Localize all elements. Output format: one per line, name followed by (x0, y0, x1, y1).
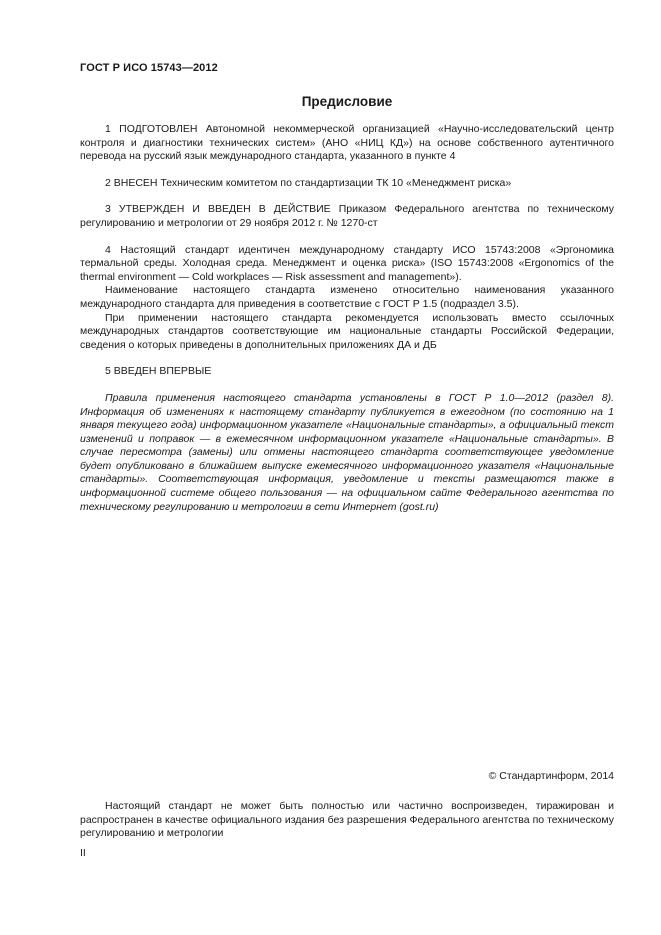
section-4-name-change: Наименование настоящего стандарта изменено относительно наименования указанного международного стандарта для приведения в соответствие с ГОСТ Р 1.5 (подраздел 3.5). (80, 284, 614, 310)
section-4-identical: 4 Настоящий стандарт идентичен международному стандарту ИСО 15743:2008 «Эргономика термальной среды. Холодная среда. Менеджмент и оценка риска» (ISO 15743:2008 «Ergonomics of the thermal environment — Cold workplaces — Risk assessment and management»). (80, 243, 614, 283)
section-3-approved: 3 УТВЕРЖДЕН И ВВЕДЕН В ДЕЙСТВИЕ Приказом Федерального агентства по техническому регулированию и метрологии от 29 ноября 2012 г. № 1270-ст (80, 203, 614, 229)
section-2-submitted: 2 ВНЕСЕН Техническим комитетом по стандартизации ТК 10 «Менеджмент риска» (105, 176, 512, 189)
preface-body (80, 123, 614, 514)
reproduction-notice: Настоящий стандарт не может быть полностью или частично воспроизведен, тиражирован и распространен в качестве официального издания без разрешения Федерального агентства по техническому регулированию и метрологии (80, 800, 614, 840)
page-number: II (80, 847, 86, 859)
section-5-first-introduced: 5 ВВЕДЕН ВПЕРВЫЕ (105, 365, 212, 378)
section-1-prepared: 1 ПОДГОТОВЛЕН Автономной некоммерческой организацией «Научно-исследовательский центр контроля и диагностики технических систем» (АНО «НИЦ КД») на основе собственного аутентичного перевода на русский язык международного стандарта, указанного в пункте 4 (80, 123, 614, 163)
page-title-text: Предисловие (301, 94, 393, 109)
page-title (0, 94, 661, 109)
section-4-references: При применении настоящего стандарта рекомендуется использовать вместо ссылочных международных стандартов соответствующие им национальные стандарты Российской Федерации, сведения о которых приведены в дополнительных приложениях ДА и ДБ (80, 311, 614, 351)
copyright-line: © Стандартинформ, 2014 (488, 770, 614, 782)
document-id-header: ГОСТ Р ИСО 15743—2012 (80, 62, 218, 74)
application-rules-notice: Правила применения настоящего стандарта установлены в ГОСТ Р 1.0—2012 (раздел 8). Информация об изменениях к настоящему стандарту публикуется в ежегодном (по состоянию на 1 января текущего года) информационном указателе «Национальные стандарты», а официальный текст изменений и поправок — в ежемесячном информационном указателе «Национальные стандарты». В случае пересмотра (замены) или отмены настоящего стандарта соответствующее уведомление будет опубликовано в ближайшем выпуске ежемесячного информационного указателя «Национальные стандарты». Соответствующая информация, уведомление и тексты размещаются также в информационной системе общего пользования — на официальном сайте Федерального агентства по техническому регулированию и метрологии в сети Интернет (gost.ru) (80, 391, 614, 513)
